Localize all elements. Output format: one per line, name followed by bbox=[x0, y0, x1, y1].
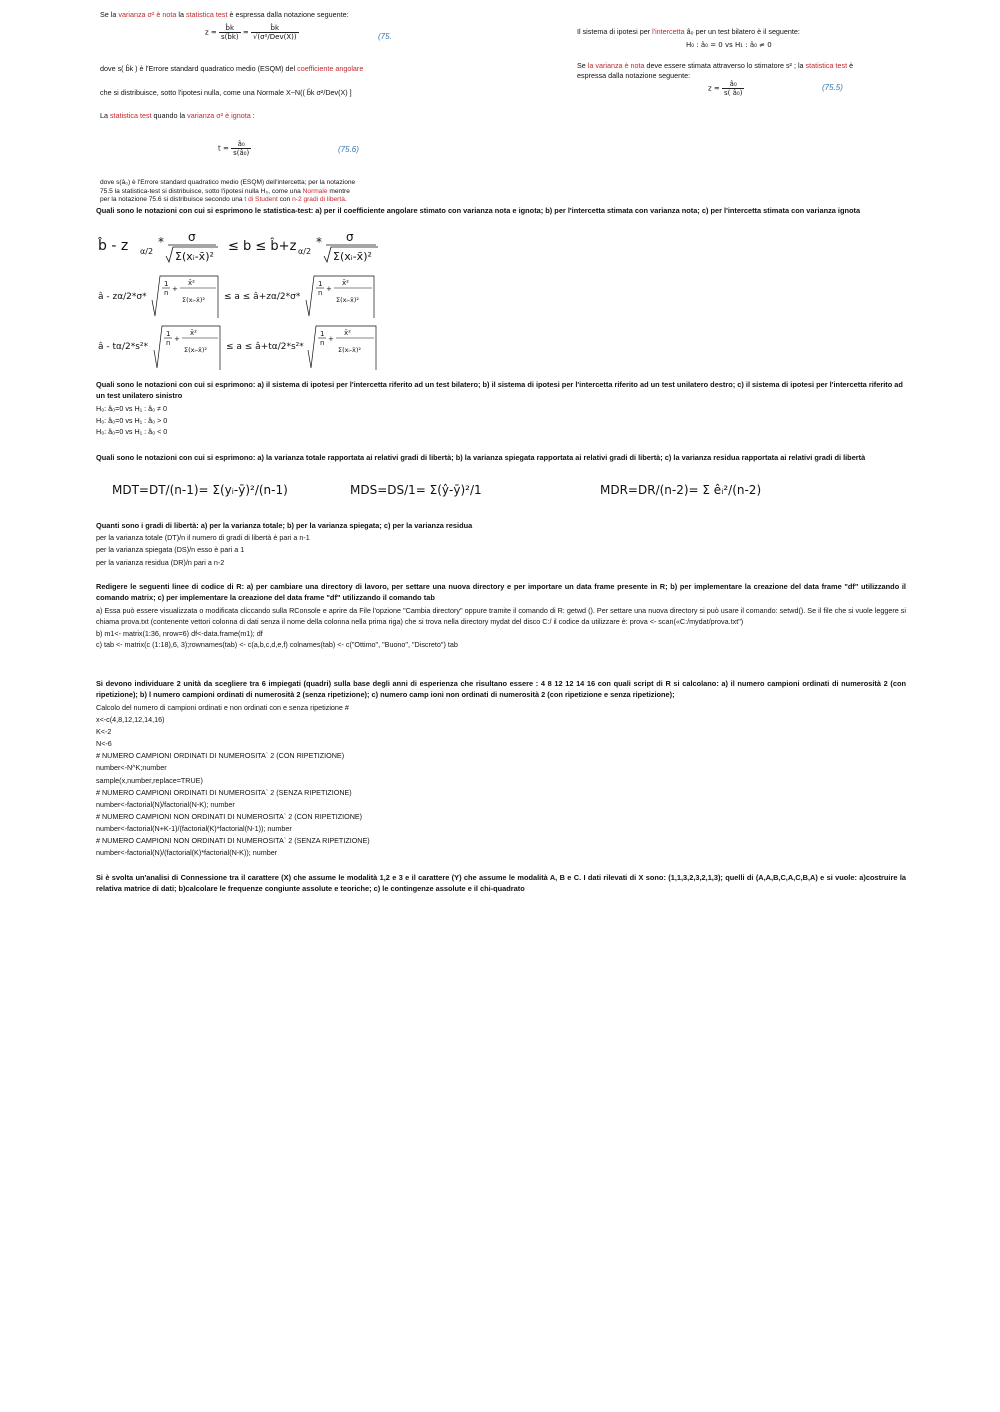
svg-text:Σ(xᵢ-x̄)²: Σ(xᵢ-x̄)² bbox=[175, 250, 214, 263]
distribution-line: che si distribuisce, sotto l'ipotesi nulla, come una Normale X~N(( b̂k σ²/Dev(X) ] bbox=[100, 88, 352, 97]
svg-text:α/2: α/2 bbox=[298, 247, 312, 256]
formula-intercept-ci-unknown-svg bbox=[96, 322, 386, 372]
question-3: Quali sono le notazioni con cui si esprimono: a) la varianza totale rapportata ai relativi gradi di libertà; b) la varianza spiegata rapportata ai relativi gradi di libertà; c) la varianza residua rapportata ai relativi gradi di libertà bbox=[96, 453, 866, 462]
mds-formula: MDS=DS/1= Σ(ŷ-ȳ)²/1 bbox=[350, 483, 482, 497]
intercept-variance-lines: Se la varianza è nota deve essere stimata attraverso lo stimatore s² ; la statistica test è espressa dalla notazione seguente: bbox=[577, 61, 854, 80]
svg-text:n: n bbox=[320, 339, 325, 347]
formula-intercept-ci-known-svg bbox=[96, 272, 386, 320]
svg-text:σ: σ bbox=[188, 230, 196, 244]
q5-answer-a: a) Essa può essere visualizzata o modificata cliccando sulla RConsole e aprire da File l'opzione "Cambia directory" oppure tramite il comando di R: getwd (). Per settare una nuova directory si può usare il comando: setwd(). Se il file che si vuole leggere si chiama prova.txt (contenente vettori colonna di dati senza il nome della colonna nella prima riga) che si trova nella directory mydat del disco C:/ il codice da utilizzare è: prova <- scan(«C:/mydat/prova.txt") bbox=[96, 606, 906, 627]
svg-text:Σ(xᵢ-x̄)²: Σ(xᵢ-x̄)² bbox=[333, 250, 372, 263]
mdr-formula: MDR=DR/(n-2)= Σ êᵢ²/(n-2) bbox=[600, 483, 762, 497]
code-line: # NUMERO CAMPIONI ORDINATI DI NUMEROSITA` 2 (CON RIPETIZIONE) bbox=[96, 751, 345, 761]
code-line: number<-factorial(N)/(factorial(K)*factorial(N-K)); number bbox=[96, 848, 278, 858]
formula-intercept-ci-known bbox=[96, 272, 386, 320]
code-line: Calcolo del numero di campioni ordinati e non ordinati con e senza ripetizione # bbox=[96, 703, 349, 712]
svg-text:+: + bbox=[172, 285, 178, 293]
formula-intercept-ci-unknown bbox=[96, 322, 386, 372]
svg-text:x̄²: x̄² bbox=[344, 329, 351, 337]
svg-text:â - tα/2*s²*: â - tα/2*s²* bbox=[98, 342, 149, 352]
svg-text:1: 1 bbox=[164, 280, 169, 288]
q4-answer-c: per la varianza residua (DR)/n pari a n-2 bbox=[96, 557, 225, 567]
svg-text:1: 1 bbox=[320, 330, 325, 338]
formula-slope-ci bbox=[96, 228, 396, 266]
svg-text:≤ a ≤ â+zα/2*σ*: ≤ a ≤ â+zα/2*σ* bbox=[224, 292, 301, 302]
svg-text:α/2: α/2 bbox=[140, 247, 154, 256]
svg-text:x̄²: x̄² bbox=[342, 279, 349, 287]
q5-answer-c: c) tab <- matrix(c (1:18),6, 3);rownames(tab) <- c(a,b,c,d,e,f) colnames(tab) <- c("Ottimo", "Buono", "Discreto") tab bbox=[96, 639, 458, 649]
svg-text:n: n bbox=[166, 339, 171, 347]
q4-answer-a: per la varianza totale (DT)/n il numero di gradi di libertà è pari a n-1 bbox=[96, 533, 310, 542]
question-6: Si devono individuare 2 unità da scegliere tra 6 impiegati (quadri) sulla base degli anni di esperienza che risultano essere : 4 8 12 12 14 16 con quali script di R si calcolano: a) il numero campioni ordinati di numerosità 2 (con ripetizione); b) l numero campioni ordinati di numerosità 2 (senza ripetizione); c) numero camp ioni non ordinati di numerosità 2 (con ripetizione e senza ripetizione); bbox=[96, 679, 906, 699]
code-line: N<-6 bbox=[96, 739, 112, 749]
q5-answer-b: b) m1<- matrix(1:36, nrow=6) df<-data.frame(m1); df bbox=[96, 628, 263, 638]
note-block: dove s(â₀) è l'Errore standard quadratico medio (ESQM) dell'intercetta; per la notazione 75.5 la statistica-test si distribuisce, sotto l'ipotesi nulla H₀, come una Normale mentre per la notazione 75.6 si distribuisce secondo una t di Student con n-2 gradi di libertà. bbox=[100, 179, 356, 203]
code-line: # NUMERO CAMPIONI NON ORDINATI DI NUMEROSITA` 2 (SENZA RIPETIZIONE) bbox=[96, 836, 370, 846]
question-7: Si è svolta un'analisi di Connessione tra il carattere (X) che assume le modalità 1,2 e 3 e il carattere (Y) che assume le modalità A, B e C. I dati rilevati di X sono: (1,1,3,2,3,2,1,3); quelli di (A,A,B,C,A,C,B,A) e si vuole: a)costruire la relativa matrice di dati; b)calcolare le frequenze congiunte assolute e teoriche; c) le contingenze assolute e il chi-quadrato bbox=[96, 873, 906, 893]
svg-text:+: + bbox=[326, 285, 332, 293]
q2-answer-a: H₀: â₀=0 vs H₁ : â₀ ≠ 0 bbox=[96, 404, 168, 413]
svg-text:*: * bbox=[158, 235, 164, 249]
question-5: Redigere le seguenti linee di codice di R: a) per cambiare una directory di lavoro, per settare una nuova directory e per importare un data frame presente in R; b) per implementare la creazione del data frame "df" utilizzando il comando matrix; c) per implementare la creazione del data frame "df" utilizzando il comando tab bbox=[96, 582, 906, 602]
svg-text:â - zα/2*σ*: â - zα/2*σ* bbox=[98, 292, 147, 302]
intercept-hypothesis: H₀ : â₀ = 0 vs H₁ : â₀ ≠ 0 bbox=[686, 41, 772, 49]
z-formula-intercept: z = $\frac{\text{â₀}}{\text{s( â₀)}}$ bbox=[708, 80, 743, 97]
formula-slope-ci-svg bbox=[96, 228, 396, 266]
svg-text:1: 1 bbox=[166, 330, 171, 338]
svg-text:+: + bbox=[174, 335, 180, 343]
t-formula: t = $\frac{\text{â₀}}{\text{s(â₀)}}$ bbox=[218, 140, 250, 157]
svg-text:σ: σ bbox=[346, 230, 354, 244]
code-line: x<-c(4,8,12,12,14,16) bbox=[96, 715, 165, 725]
code-line: number<-factorial(N+K-1)/(factorial(K)*factorial(N-1)); number bbox=[96, 823, 292, 833]
top-left-block bbox=[100, 10, 400, 20]
code-line: K<-2 bbox=[96, 727, 112, 737]
question-4: Quanti sono i gradi di libertà: a) per la varianza totale; b) per la varianza spiegata; c) per la varianza residua bbox=[96, 521, 473, 530]
svg-text:x̄²: x̄² bbox=[188, 279, 195, 287]
top-right-block: Il sistema di ipotesi per l'intercetta â₀ per un test bilatero è il seguente: bbox=[577, 27, 800, 36]
svg-text:+: + bbox=[328, 335, 334, 343]
q6-code bbox=[96, 702, 696, 859]
svg-text:x̄²: x̄² bbox=[190, 329, 197, 337]
svg-text:*: * bbox=[316, 235, 322, 249]
ref-75-6: (75.6) bbox=[338, 145, 359, 154]
known-variance-line: Se la varianza σ² è nota la statistica test è espressa dalla notazione seguente: bbox=[100, 10, 349, 19]
z-formula-slope: z = $\frac{b̂k}{s(b̂k)}$ = $\frac{b̂k}{\text{√(σ²/Dev(X))}}$ bbox=[205, 24, 297, 41]
code-line: number<-factorial(N)/factorial(N-K); number bbox=[96, 799, 235, 809]
svg-text:≤ b ≤ b̂+z: ≤ b ≤ b̂+z bbox=[228, 239, 297, 254]
svg-text:b̂ - z: b̂ - z bbox=[98, 238, 129, 254]
question-1: Quali sono le notazioni con cui si esprimono le statistica-test: a) per il coefficiente angolare stimato con varianza nota e ignota; b) per l'intercetta stimata con varianza nota; c) per l'intercetta stimata con varianza ignota bbox=[96, 206, 861, 215]
q4-answers bbox=[96, 532, 596, 569]
svg-text:≤ a ≤ â+tα/2*s²*: ≤ a ≤ â+tα/2*s²* bbox=[226, 342, 304, 352]
code-line: # NUMERO CAMPIONI NON ORDINATI DI NUMEROSITA` 2 (CON RIPETIZIONE) bbox=[96, 811, 363, 821]
svg-text:n: n bbox=[164, 289, 169, 297]
q2-answer-b: H₀: â₀=0 vs H₁ : â₀ > 0 bbox=[96, 415, 168, 425]
mdt-formula: MDT=DT/(n-1)= Σ(yᵢ-ȳ)²/(n-1) bbox=[112, 483, 288, 497]
svg-text:Σ(xᵢ-x̄)²: Σ(xᵢ-x̄)² bbox=[336, 296, 359, 304]
q2-answer-c: H₀: â₀=0 vs H₁ : â₀ < 0 bbox=[96, 427, 168, 436]
q4-answer-b: per la varianza spiegata (DS)/n esso è pari a 1 bbox=[96, 545, 245, 555]
svg-text:1: 1 bbox=[318, 280, 323, 288]
ref-75-5-right: (75.5) bbox=[822, 83, 843, 92]
svg-text:Σ(xᵢ-x̄)²: Σ(xᵢ-x̄)² bbox=[182, 296, 205, 304]
q2-answers bbox=[96, 403, 396, 438]
svg-text:n: n bbox=[318, 289, 323, 297]
code-line: number<-N^K;number bbox=[96, 763, 167, 773]
unknown-variance-line: La statistica test quando la varianza σ² è ignota : bbox=[100, 111, 255, 120]
svg-text:Σ(xᵢ-x̄)²: Σ(xᵢ-x̄)² bbox=[184, 346, 207, 354]
q5-answers bbox=[96, 605, 906, 650]
ref-75-5-left: (75. bbox=[378, 32, 392, 41]
code-line: sample(x,number,replace=TRUE) bbox=[96, 775, 203, 785]
svg-text:Σ(xᵢ-x̄)²: Σ(xᵢ-x̄)² bbox=[338, 346, 361, 354]
code-line: # NUMERO CAMPIONI ORDINATI DI NUMEROSITA` 2 (SENZA RIPETIZIONE) bbox=[96, 787, 352, 797]
esqm-slope-line: dove s( b̂k ) è l'Errore standard quadratico medio (ESQM) del coefficiente angolare bbox=[100, 64, 364, 73]
question-2: Quali sono le notazioni con cui si esprimono: a) il sistema di ipotesi per l'intercetta riferito ad un test bilatero; b) il sistema di ipotesi per l'intercetta riferito ad un test unilatero destro; c) il sistema di ipotesi per l'intercetta riferito ad un test unilatero sinistro bbox=[96, 380, 903, 400]
